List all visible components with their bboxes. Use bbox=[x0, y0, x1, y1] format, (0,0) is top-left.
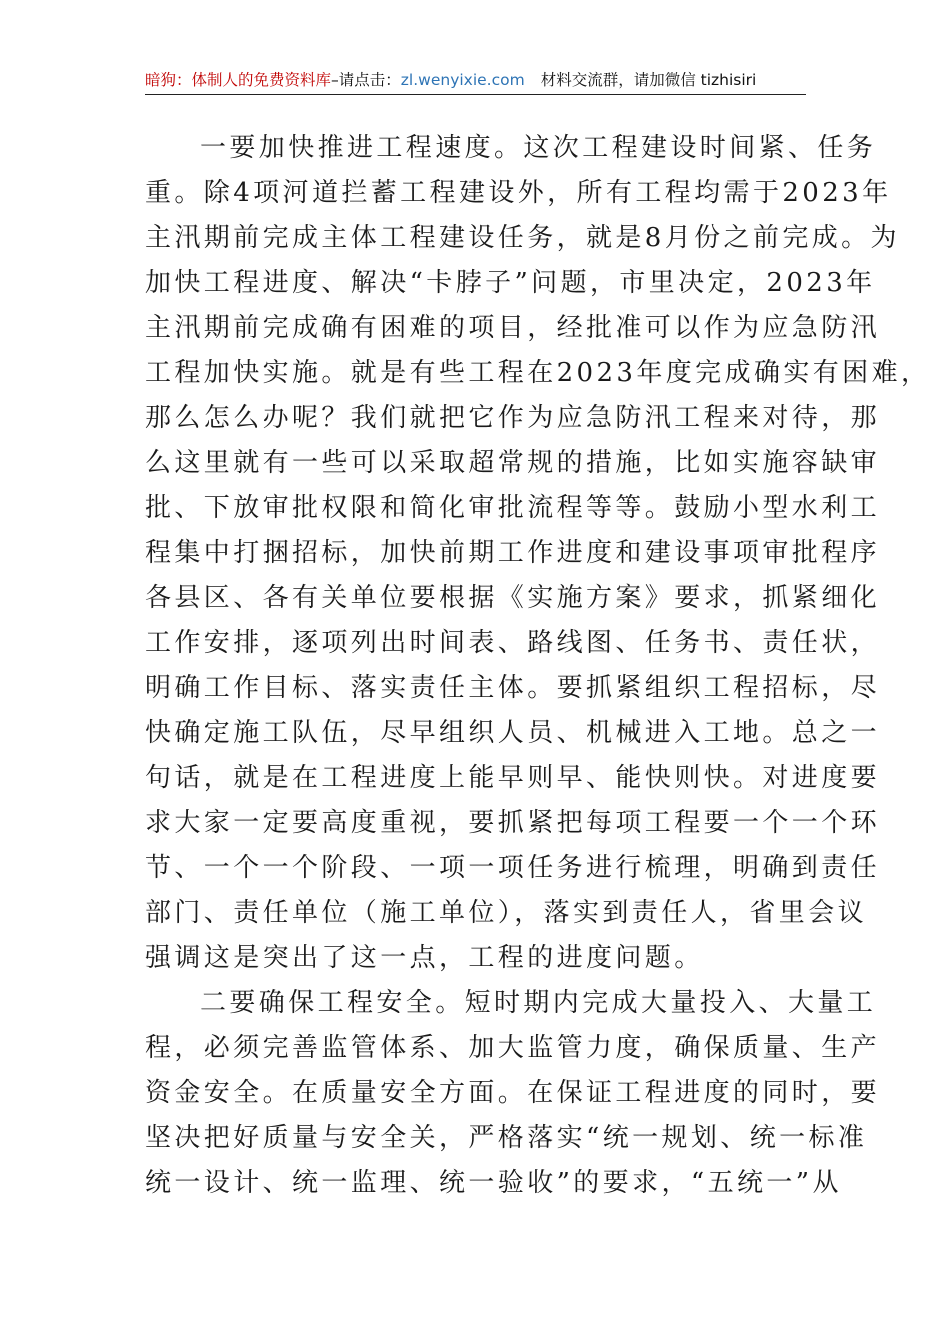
document-body bbox=[145, 126, 931, 1206]
text-line: 么这里就有一些可以采取超常规的措施，比如实施容缺审 bbox=[145, 448, 881, 478]
header-click-prompt: –请点击： bbox=[331, 71, 401, 89]
text-line: 统一设计、统一监理、统一验收”的要求，“五统一”从 bbox=[145, 1168, 842, 1198]
text-line: 程集中打捆招标，加快前期工作进度和建设事项审批程序 bbox=[145, 538, 881, 568]
text-line: 那么怎么办呢？我们就把它作为应急防汛工程来对待，那 bbox=[145, 403, 881, 433]
text-line: 工程加快实施。就是有些工程在2023年度完成确实有困难， bbox=[145, 358, 931, 388]
text-line: 各县区、各有关单位要根据《实施方案》要求，抓紧细化 bbox=[145, 583, 881, 613]
text-line: 坚决把好质量与安全关，严格落实“统一规划、统一标准 bbox=[145, 1123, 868, 1153]
text-line: 明确工作目标、落实责任主体。要抓紧组织工程招标，尽 bbox=[145, 673, 881, 703]
paragraph-1 bbox=[145, 126, 931, 981]
header-contact: 材料交流群，请加微信 tizhisiri bbox=[540, 71, 757, 89]
text-line: 句话，就是在工程进度上能早则早、能快则快。对进度要 bbox=[145, 763, 881, 793]
text-line: 求大家一定要高度重视，要抓紧把每项工程要一个一个环 bbox=[145, 808, 881, 838]
text-line: 节、一个一个阶段、一项一项任务进行梳理，明确到责任 bbox=[145, 853, 881, 883]
text-line: 重。除4项河道拦蓄工程建设外，所有工程均需于2023年 bbox=[145, 178, 892, 208]
text-line: 部门、责任单位（施工单位），落实到责任人，省里会议 bbox=[145, 898, 868, 928]
text-line: 工作安排，逐项列出时间表、路线图、任务书、责任状， bbox=[145, 628, 881, 658]
page-header bbox=[145, 66, 806, 95]
text-line: 主汛期前完成确有困难的项目，经批准可以作为应急防汛 bbox=[145, 313, 881, 343]
header-url-link[interactable]: zl.wenyixie.com bbox=[400, 71, 525, 89]
text-line: 主汛期前完成主体工程建设任务，就是8月份之前完成。为 bbox=[145, 223, 900, 253]
paragraph-2 bbox=[145, 981, 881, 1206]
text-line: 批、下放审批权限和简化审批流程等等。鼓励小型水利工 bbox=[145, 493, 881, 523]
text-line: 一要加快推进工程速度。这次工程建设时间紧、任务 bbox=[200, 133, 877, 163]
text-line: 加快工程进度、解决“卡脖子”问题，市里决定，2023年 bbox=[145, 268, 876, 298]
text-line: 强调这是突出了这一点，工程的进度问题。 bbox=[145, 943, 704, 973]
text-line: 二要确保工程安全。短时期内完成大量投入、大量工 bbox=[200, 988, 877, 1018]
text-line: 快确定施工队伍，尽早组织人员、机械进入工地。总之一 bbox=[145, 718, 881, 748]
header-brand: 暗狗：体制人的免费资料库 bbox=[145, 71, 332, 89]
text-line: 资金安全。在质量安全方面。在保证工程进度的同时，要 bbox=[145, 1078, 881, 1108]
text-line: 程，必须完善监管体系、加大监管力度，确保质量、生产 bbox=[145, 1033, 881, 1063]
